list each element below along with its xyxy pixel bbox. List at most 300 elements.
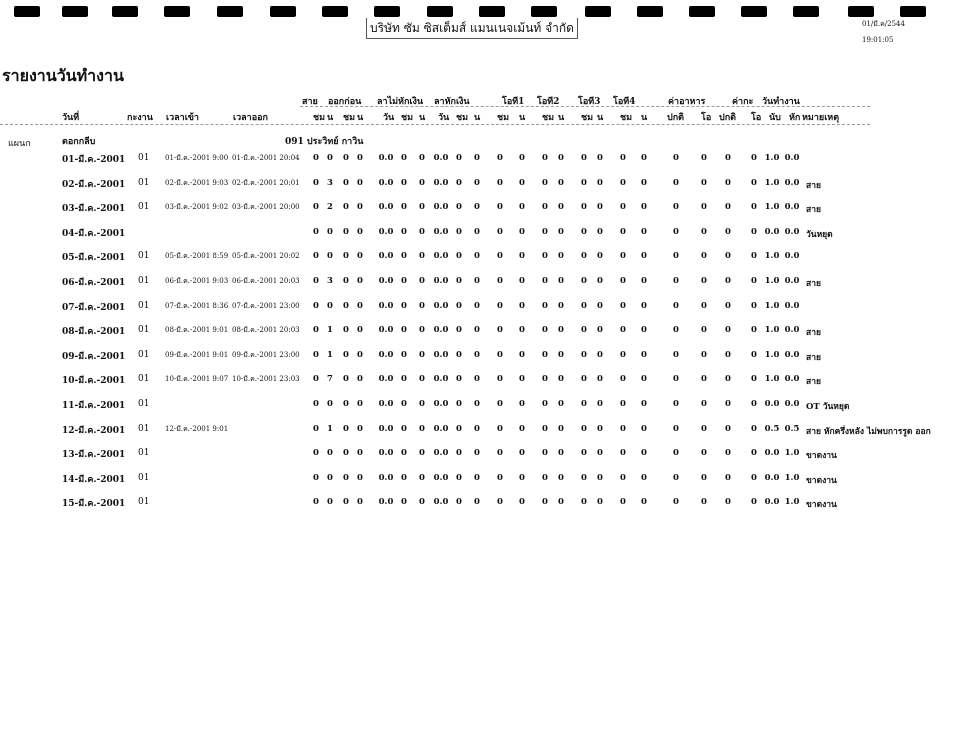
- row-value: 0: [751, 276, 757, 286]
- row-value: 0: [474, 349, 480, 360]
- row-value: 0: [343, 472, 349, 483]
- row-shift: 01: [138, 399, 150, 409]
- row-value: 0: [456, 423, 462, 434]
- row-shift: 01: [138, 448, 150, 459]
- row-date: 07-มี.ค.-2001: [62, 302, 126, 313]
- print-date: 01/มี.ค/2544: [862, 20, 905, 28]
- row-value: 0: [456, 177, 462, 188]
- row-value: 0.0: [784, 177, 800, 188]
- row-time-out: 05-มี.ค.-2001 20:02: [232, 252, 300, 261]
- row-value: 0: [597, 153, 603, 163]
- row-value: 0: [419, 153, 425, 163]
- row-value: 1.0: [784, 497, 800, 508]
- row-value: 0: [401, 226, 407, 237]
- row-value: 0: [327, 226, 333, 237]
- row-value: 0: [558, 300, 564, 311]
- row-value: 0: [641, 177, 647, 188]
- row-value: 0: [597, 251, 603, 262]
- row-value: 0: [327, 251, 333, 262]
- row-value: 1.0: [764, 202, 780, 213]
- print-datetime: [862, 16, 905, 48]
- subheader-4: วัน: [383, 113, 395, 123]
- row-value: 0: [456, 448, 462, 459]
- row-value: 0: [558, 202, 564, 213]
- row-value: 0: [641, 472, 647, 483]
- row-value: 0: [725, 472, 731, 483]
- row-remark: ขาดงาน: [806, 500, 837, 511]
- row-value: 0: [581, 226, 587, 237]
- row-value: 0: [597, 374, 603, 385]
- row-value: 0: [327, 153, 333, 163]
- row-value: 0: [313, 374, 319, 385]
- row-value: 0: [419, 374, 425, 385]
- row-value: 1.0: [764, 153, 780, 163]
- row-value: 0: [474, 399, 480, 409]
- row-remark: สาย: [806, 180, 821, 191]
- row-value: 0: [497, 300, 503, 311]
- row-value: 0: [401, 276, 407, 286]
- row-value: 0: [519, 226, 525, 237]
- row-remark: สาย: [806, 328, 821, 339]
- row-value: 0: [641, 226, 647, 237]
- row-value: 0: [751, 251, 757, 262]
- col-shift: กะงาน: [127, 113, 153, 123]
- row-value: 0: [456, 472, 462, 483]
- row-value: 0: [474, 423, 480, 434]
- row-value: 0: [357, 276, 363, 286]
- subheader-20: ปกติ: [719, 113, 737, 123]
- row-value: 0: [343, 251, 349, 262]
- row-value: 0: [558, 423, 564, 434]
- row-value: 0: [419, 177, 425, 188]
- group-ot1: โอที1: [502, 97, 525, 107]
- row-value: 0.0: [764, 497, 780, 508]
- row-shift: 01: [138, 300, 150, 311]
- row-value: 0: [313, 497, 319, 508]
- row-value: 0: [751, 202, 757, 213]
- row-value: 0: [725, 276, 731, 286]
- row-value: 2: [327, 202, 333, 213]
- row-value: 0: [673, 177, 679, 188]
- row-time-out: 09-มี.ค.-2001 23:00: [232, 350, 300, 359]
- row-value: 0: [313, 423, 319, 434]
- row-value: 0: [701, 202, 707, 213]
- row-time-in: 05-มี.ค.-2001 8:59: [165, 252, 229, 261]
- row-value: 1.0: [764, 276, 780, 286]
- subheader-11: น: [519, 113, 526, 123]
- row-value: 0: [673, 497, 679, 508]
- row-value: 0: [597, 472, 603, 483]
- row-shift: 01: [138, 472, 150, 483]
- row-value: 0: [641, 300, 647, 311]
- row-value: 0: [673, 300, 679, 311]
- row-value: 0: [419, 300, 425, 311]
- perforation-dash: [531, 6, 557, 17]
- row-value: 0.0: [764, 472, 780, 483]
- row-value: 0: [620, 423, 626, 434]
- row-remark: วันหยุด: [806, 229, 833, 240]
- row-value: 0: [725, 300, 731, 311]
- row-value: 0: [343, 423, 349, 434]
- row-value: 0: [725, 177, 731, 188]
- row-value: 0: [597, 325, 603, 336]
- row-shift: 01: [138, 497, 150, 508]
- subheader-23: หัก: [789, 113, 801, 123]
- subheader-21: โอ: [751, 113, 762, 123]
- row-value: 0: [343, 374, 349, 385]
- row-value: 0.0: [378, 448, 394, 459]
- row-value: 0: [581, 153, 587, 163]
- row-value: 0: [456, 251, 462, 262]
- row-value: 0: [519, 374, 525, 385]
- row-value: 0: [519, 153, 525, 163]
- row-value: 0: [641, 423, 647, 434]
- row-remark: สาย: [806, 352, 821, 363]
- row-value: 0: [725, 497, 731, 508]
- section-label: แผนก: [8, 139, 31, 149]
- row-value: 0: [751, 153, 757, 163]
- row-remark: สาย: [806, 377, 821, 388]
- row-value: 0.0: [378, 177, 394, 188]
- row-value: 0: [558, 374, 564, 385]
- row-value: 0: [456, 349, 462, 360]
- row-value: 0: [343, 399, 349, 409]
- row-value: 0: [519, 300, 525, 311]
- row-value: 1.0: [764, 300, 780, 311]
- row-shift: 01: [138, 276, 150, 286]
- row-value: 0: [558, 276, 564, 286]
- subheader-22: นับ: [769, 113, 781, 123]
- row-value: 0: [456, 300, 462, 311]
- row-value: 0: [474, 251, 480, 262]
- row-value: 0: [357, 153, 363, 163]
- row-value: 0.0: [764, 399, 780, 409]
- row-value: 0: [641, 374, 647, 385]
- row-value: 0: [701, 399, 707, 409]
- row-value: 0: [519, 202, 525, 213]
- perforation-dash: [14, 6, 40, 17]
- row-time-in: 09-มี.ค.-2001 9:01: [165, 350, 229, 359]
- row-value: 0: [542, 325, 548, 336]
- row-value: 0.0: [433, 153, 449, 163]
- perforation-dash: [689, 6, 715, 17]
- row-value: 0.0: [433, 276, 449, 286]
- row-value: 0: [343, 325, 349, 336]
- col-date: วันที่: [62, 113, 80, 123]
- row-value: 0: [401, 300, 407, 311]
- row-value: 0: [751, 374, 757, 385]
- row-date: 02-มี.ค.-2001: [62, 179, 126, 190]
- row-remark: สาย: [806, 279, 821, 289]
- subheader-15: น: [597, 113, 604, 123]
- row-value: 0: [725, 251, 731, 262]
- row-value: 0.0: [784, 325, 800, 336]
- subheader-5: ชม: [401, 113, 414, 123]
- perforation-dash: [427, 6, 453, 17]
- row-value: 0.0: [378, 251, 394, 262]
- row-value: 0: [751, 472, 757, 483]
- row-value: 0.5: [784, 423, 800, 434]
- row-value: 3: [327, 177, 333, 188]
- row-value: 0: [357, 399, 363, 409]
- row-remark: ขาดงาน: [806, 475, 837, 486]
- row-value: 0.0: [433, 448, 449, 459]
- row-date: 12-มี.ค.-2001: [62, 425, 126, 436]
- row-date: 01-มี.ค.-2001: [62, 155, 126, 165]
- row-value: 0: [474, 153, 480, 163]
- row-value: 0: [313, 226, 319, 237]
- row-shift: 01: [138, 423, 150, 434]
- row-value: 0: [357, 226, 363, 237]
- row-value: 0: [558, 497, 564, 508]
- row-value: 0: [327, 448, 333, 459]
- perforation-dash: [322, 6, 348, 17]
- row-value: 0: [313, 276, 319, 286]
- row-value: 0.0: [764, 226, 780, 237]
- row-value: 0: [474, 448, 480, 459]
- row-value: 0.0: [784, 226, 800, 237]
- subheader-10: ชม: [497, 113, 510, 123]
- row-value: 0: [474, 177, 480, 188]
- row-shift: 01: [138, 374, 150, 385]
- row-value: 0: [751, 226, 757, 237]
- row-time-in: 02-มี.ค.-2001 9:03: [165, 178, 229, 187]
- row-value: 0: [620, 497, 626, 508]
- row-value: 0: [701, 300, 707, 311]
- report-title: รายงานวันทำงาน: [2, 66, 124, 85]
- row-value: 0: [620, 251, 626, 262]
- row-value: 0: [725, 349, 731, 360]
- row-value: 0: [519, 325, 525, 336]
- row-value: 0: [357, 497, 363, 508]
- row-time-in: 01-มี.ค.-2001 9:00: [165, 154, 229, 162]
- row-date: 11-มี.ค.-2001: [62, 401, 126, 411]
- row-value: 0.0: [433, 177, 449, 188]
- subheader-1: น: [327, 113, 334, 123]
- row-value: 0: [725, 325, 731, 336]
- row-value: 0: [519, 448, 525, 459]
- row-value: 0: [558, 177, 564, 188]
- row-value: 0: [597, 448, 603, 459]
- row-value: 0: [343, 177, 349, 188]
- row-value: 0.0: [378, 300, 394, 311]
- row-value: 0: [401, 423, 407, 434]
- row-value: 0: [597, 497, 603, 508]
- row-value: 0: [581, 374, 587, 385]
- row-value: 0.0: [378, 226, 394, 237]
- row-value: 0: [497, 325, 503, 336]
- row-value: 0: [673, 423, 679, 434]
- row-value: 0.0: [378, 202, 394, 213]
- row-value: 0: [519, 399, 525, 409]
- perforation-dash: [62, 6, 88, 17]
- row-value: 0: [474, 325, 480, 336]
- row-value: 0: [474, 497, 480, 508]
- row-shift: 01: [138, 153, 150, 163]
- row-remark: OT วันหยุด: [806, 402, 850, 412]
- row-value: 0: [558, 349, 564, 360]
- print-time: 19:01:05: [862, 36, 894, 44]
- row-value: 0: [419, 472, 425, 483]
- row-time-out: 03-มี.ค.-2001 20:00: [232, 203, 300, 212]
- row-value: 0: [419, 226, 425, 237]
- row-value: 0: [673, 226, 679, 237]
- row-value: 0: [581, 349, 587, 360]
- row-value: 0: [558, 399, 564, 409]
- subheader-8: ชม: [456, 113, 469, 123]
- row-value: 0: [581, 202, 587, 213]
- row-value: 0: [313, 349, 319, 360]
- row-value: 0: [357, 177, 363, 188]
- row-time-in: 08-มี.ค.-2001 9:01: [165, 326, 229, 335]
- row-time-in: 12-มี.ค.-2001 9:01: [165, 424, 229, 433]
- row-value: 0: [343, 202, 349, 213]
- row-value: 0: [701, 448, 707, 459]
- row-value: 0: [558, 153, 564, 163]
- row-value: 0: [581, 399, 587, 409]
- row-value: 0: [456, 153, 462, 163]
- subheader-24: หมายเหตุ: [802, 113, 840, 123]
- row-value: 0: [474, 472, 480, 483]
- row-value: 0: [401, 497, 407, 508]
- row-value: 0: [597, 349, 603, 360]
- row-value: 0: [673, 251, 679, 262]
- row-value: 0.0: [378, 349, 394, 360]
- row-value: 0: [641, 448, 647, 459]
- row-value: 0: [474, 202, 480, 213]
- row-value: 0: [497, 472, 503, 483]
- row-value: 0: [327, 497, 333, 508]
- row-value: 0: [401, 374, 407, 385]
- row-value: 7: [327, 374, 333, 385]
- perforation-dash: [164, 6, 190, 17]
- row-value: 0: [456, 497, 462, 508]
- row-value: 0: [620, 202, 626, 213]
- subheader-7: วัน: [438, 113, 450, 123]
- col-time-in: เวลาเข้า: [166, 113, 199, 123]
- row-value: 0: [597, 177, 603, 188]
- row-shift: 01: [138, 251, 150, 262]
- row-value: 0: [313, 448, 319, 459]
- row-value: 1: [327, 325, 333, 336]
- row-value: 0: [641, 399, 647, 409]
- row-value: 0: [456, 226, 462, 237]
- subheader-14: ชม: [581, 113, 594, 123]
- row-value: 0: [641, 349, 647, 360]
- row-value: 0: [701, 153, 707, 163]
- row-value: 0.0: [433, 202, 449, 213]
- row-remark: สาย: [806, 205, 821, 216]
- row-value: 0: [673, 153, 679, 163]
- group-ot2: โอที2: [537, 97, 560, 107]
- row-value: 0.0: [433, 325, 449, 336]
- subheader-18: ปกติ: [667, 113, 685, 123]
- row-value: 0: [701, 374, 707, 385]
- row-value: 0: [620, 300, 626, 311]
- row-value: 0.0: [378, 374, 394, 385]
- group-leave-pay: ลาหักเงิน: [434, 97, 470, 107]
- row-shift: 01: [138, 349, 150, 360]
- row-value: 0: [357, 202, 363, 213]
- row-time-in: 03-มี.ค.-2001 9:02: [165, 203, 229, 212]
- row-value: 0: [597, 276, 603, 286]
- row-value: 0: [357, 423, 363, 434]
- row-value: 0: [558, 251, 564, 262]
- row-shift: 01: [138, 177, 150, 188]
- row-date: 15-มี.ค.-2001: [62, 499, 126, 510]
- row-value: 0: [419, 497, 425, 508]
- row-value: 0: [641, 497, 647, 508]
- subheader-17: น: [641, 113, 648, 123]
- perforation-dash: [374, 6, 400, 17]
- row-value: 0: [581, 497, 587, 508]
- row-value: 0: [542, 202, 548, 213]
- company-name: บริษัท ซัม ซิสเต็มส์ แมนเนจเม้นท์ จำกัด: [366, 18, 578, 39]
- row-value: 0: [673, 374, 679, 385]
- row-value: 0: [701, 472, 707, 483]
- row-value: 0: [620, 374, 626, 385]
- row-value: 1.0: [764, 374, 780, 385]
- row-value: 0: [751, 177, 757, 188]
- row-value: 0: [725, 448, 731, 459]
- row-value: 1: [327, 423, 333, 434]
- row-time-out: 01-มี.ค.-2001 20:04: [232, 154, 300, 162]
- row-value: 0: [313, 325, 319, 336]
- row-value: 0: [725, 374, 731, 385]
- row-remark: สาย หักครึ่งหลัง ไม่พบการรูด ออก: [806, 426, 931, 437]
- row-value: 0: [313, 399, 319, 409]
- row-value: 0: [620, 177, 626, 188]
- row-value: 0: [327, 300, 333, 311]
- row-value: 0.0: [784, 276, 800, 286]
- row-value: 0: [497, 276, 503, 286]
- row-value: 1.0: [764, 325, 780, 336]
- row-value: 0: [641, 153, 647, 163]
- row-value: 0: [641, 276, 647, 286]
- row-value: 0: [497, 177, 503, 188]
- row-value: 0: [673, 472, 679, 483]
- row-value: 0: [751, 325, 757, 336]
- row-value: 0: [581, 251, 587, 262]
- perforation-dash: [585, 6, 611, 17]
- row-value: 0.0: [433, 251, 449, 262]
- row-time-out: 08-มี.ค.-2001 20:03: [232, 326, 300, 335]
- row-value: 0: [620, 472, 626, 483]
- row-value: 0: [401, 153, 407, 163]
- row-value: 0: [357, 251, 363, 262]
- row-value: 0: [419, 349, 425, 360]
- row-value: 0: [474, 226, 480, 237]
- row-value: 0: [701, 349, 707, 360]
- row-value: 0.0: [433, 349, 449, 360]
- row-value: 0: [542, 349, 548, 360]
- subheader-19: โอ: [701, 113, 712, 123]
- row-value: 1.0: [784, 472, 800, 483]
- row-value: 0: [474, 300, 480, 311]
- header-divider-top: [300, 106, 870, 107]
- row-value: 0: [673, 202, 679, 213]
- row-value: 0.0: [378, 276, 394, 286]
- row-value: 0: [456, 276, 462, 286]
- row-value: 0: [357, 349, 363, 360]
- row-value: 0: [701, 423, 707, 434]
- row-value: 0.0: [433, 399, 449, 409]
- row-value: 0: [456, 202, 462, 213]
- row-value: 0.0: [784, 251, 800, 262]
- row-value: 0: [401, 448, 407, 459]
- row-value: 0: [673, 448, 679, 459]
- row-value: 0: [497, 423, 503, 434]
